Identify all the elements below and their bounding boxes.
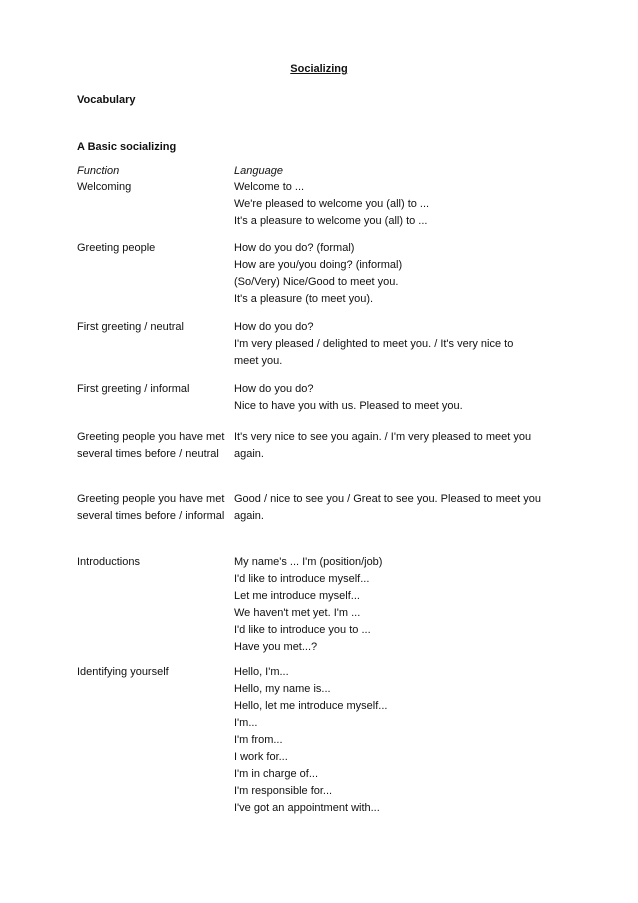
language-cell [234, 381, 564, 415]
phrase: How are you/you doing? (informal) [234, 259, 403, 271]
phrase: Hello, I'm... [234, 666, 289, 678]
phrase: Welcome to ... [234, 181, 305, 193]
function-cell: Introductions [77, 556, 140, 568]
phrase: We're pleased to welcome you (all) to ... [234, 198, 430, 210]
phrase: I'm... [234, 717, 258, 729]
language-cell [234, 319, 564, 370]
phrase: I'm from... [234, 734, 283, 746]
phrase: How do you do? [234, 383, 314, 395]
function-cell: Welcoming [77, 181, 132, 193]
function-cell: First greeting / neutral [77, 321, 184, 333]
function-column-header: Function [77, 165, 120, 177]
section-heading: A Basic socializing [77, 141, 177, 153]
vocabulary-heading: Vocabulary [77, 94, 136, 106]
phrase: I work for... [234, 751, 288, 763]
function-cell: Greeting people [77, 242, 156, 254]
language-cell [234, 491, 564, 525]
function-cell: Identifying yourself [77, 666, 169, 678]
function-cell: Greeting people you have met several times before / informal [77, 493, 225, 522]
phrase: Nice to have you with us. Pleased to meet you. [234, 400, 463, 412]
phrase: Hello, let me introduce myself... [234, 700, 388, 712]
phrase: We haven't met yet. I'm ... [234, 607, 361, 619]
function-cell: Greeting people you have met several times before / neutral [77, 431, 225, 460]
phrase: Good / nice to see you / Great to see you. Pleased to meet you again. [234, 493, 541, 522]
phrase: It's a pleasure (to meet you). [234, 293, 374, 305]
phrase: It's very nice to see you again. / I'm very pleased to meet you again. [234, 431, 532, 460]
phrase: Let me introduce myself... [234, 590, 360, 602]
language-cell [234, 664, 564, 817]
language-cell [234, 429, 564, 463]
phrase: How do you do? (formal) [234, 242, 355, 254]
page-title: Socializing [290, 63, 348, 75]
phrase: I'd like to introduce myself... [234, 573, 370, 585]
language-cell [234, 240, 564, 308]
language-cell [234, 179, 564, 230]
function-cell: First greeting / informal [77, 383, 190, 395]
phrase: I've got an appointment with... [234, 802, 380, 814]
phrase: How do you do? [234, 321, 314, 333]
phrase: (So/Very) Nice/Good to meet you. [234, 276, 399, 288]
phrase: I'm responsible for... [234, 785, 333, 797]
phrase: I'm in charge of... [234, 768, 319, 780]
phrase: I'm very pleased / delighted to meet you. / It's very nice to meet you. [234, 338, 514, 367]
phrase: My name's ... I'm (position/job) [234, 556, 383, 568]
phrase: Have you met...? [234, 641, 318, 653]
language-cell [234, 554, 564, 656]
phrase: Hello, my name is... [234, 683, 331, 695]
phrase: It's a pleasure to welcome you (all) to ... [234, 215, 428, 227]
phrase: I'd like to introduce you to ... [234, 624, 371, 636]
language-column-header: Language [234, 165, 283, 177]
